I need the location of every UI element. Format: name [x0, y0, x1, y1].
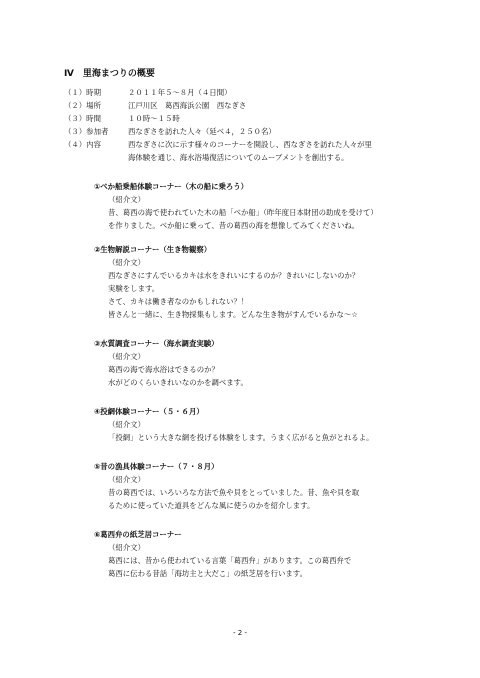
corner-text-line: 葛西の海で海水浴はできるのか？	[108, 365, 219, 374]
corner-intro-label: （紹介文）	[108, 258, 145, 267]
corner-text-line: 昔、葛西の海で使われていた木の船「べか船」（昨年度日本財団の助成を受けて）	[108, 208, 378, 217]
corner-text-line: 実験をします。	[108, 284, 160, 293]
corner-title: ②生物解説コーナー（生き物観察）	[94, 245, 212, 254]
item-period-value: ２０１１年５～８月（４日間）	[128, 88, 232, 97]
corner-text-line: 葛西には、昔から使われている言葉「葛西弁」があります。この葛西弁で	[108, 556, 352, 565]
section-title: Ⅳ 里海まつりの概要	[64, 69, 155, 79]
corner-text-line: 西なぎさにすんでいるカキは水をきれいにするのか？きれいにしないのか？	[108, 271, 360, 280]
item-time-value: １０時～１５時	[128, 114, 180, 123]
corner-text-line: 葛西に伝わる昔話「海坊主と大だこ」の紙芝居を行います。	[108, 569, 307, 578]
corner-title: ③水質調査コーナー（海水調査実験）	[94, 339, 219, 348]
page-number: - 2 -	[233, 629, 247, 637]
corner-text-line: 昔の葛西では、いろいろな方法で魚や貝をとっていました。昔、魚や貝を取	[108, 488, 360, 497]
corner-intro-label: （紹介文）	[108, 543, 145, 552]
item-place-value: 江戸川区 葛西海浜公園 西なぎさ	[128, 101, 247, 110]
item-content-label: （４）内容	[64, 140, 101, 149]
corner-intro-label: （紹介文）	[108, 195, 145, 204]
item-participants-label: （３）参加者	[64, 127, 109, 136]
item-content-value-cont: 海体験を通じ、海水浴場復活についてのムーブメントを創出する。	[128, 153, 349, 162]
corner-title: ⑥葛西弁の紙芝居コーナー	[94, 530, 182, 539]
corner-text-line: るために使っていた道具をどんな風に使うのかを紹介します。	[108, 501, 315, 510]
corner-text-line: 水がどのくらいきれいなのかを調べます。	[108, 378, 248, 387]
corner-text-line: を作りました。べか船に乗って、昔の葛西の海を想像してみてくださいね。	[108, 221, 360, 230]
corner-title: ①べか船乗船体験コーナー（木の船に乗ろう）	[94, 182, 249, 191]
corner-text-line: 「投網」という大きな網を投げる体験をします。うまく広がると魚がとれるよ。	[108, 433, 374, 442]
corner-title: ④投網体験コーナー（５・６月）	[94, 407, 204, 416]
item-place-label: （２）場所	[64, 101, 101, 110]
item-content-value: 西なぎさに次に示す様々のコーナーを開設し、西なぎさを訪れた人々が里	[128, 140, 372, 149]
corner-text-line: さて、カキは働き者なのかもしれない？！	[108, 297, 249, 306]
item-period-label: （１）時期	[64, 88, 101, 97]
corner-intro-label: （紹介文）	[108, 475, 145, 484]
corner-intro-label: （紹介文）	[108, 420, 145, 429]
item-participants-value: 西なぎさを訪れた人々（延べ４，２５０名）	[128, 127, 276, 136]
corner-text-line: 皆さんと一緒に、生き物採集もします。どんな生き物がすんでいるかな～☆	[108, 310, 358, 319]
item-time-label: （３）時間	[64, 114, 101, 123]
corner-title: ⑤昔の漁具体験コーナー（７・８月）	[94, 462, 219, 471]
corner-intro-label: （紹介文）	[108, 352, 145, 361]
